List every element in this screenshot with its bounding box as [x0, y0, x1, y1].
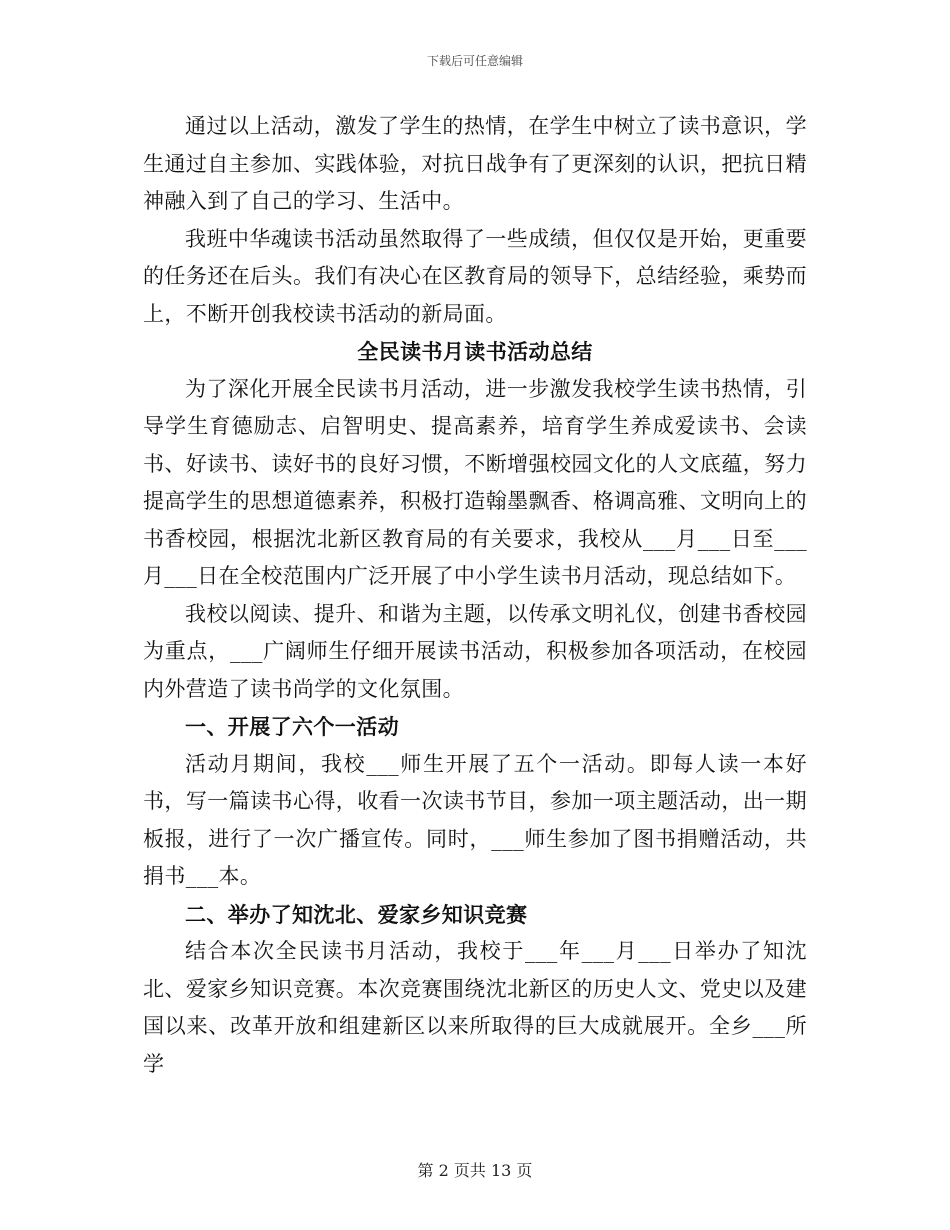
paragraph: 结合本次全民读书月活动，我校于___年___月___日举办了知沈北、爱家乡知识竞赛。本次竞赛围绕沈北新区的历史人文、党史以及建国以来、改革开放和组建新区以来所取得的巨大成就展开。全乡___所学: [143, 939, 807, 1076]
page-header: 下载后可任意编辑: [426, 54, 523, 68]
paragraph: 活动月期间，我校___师生开展了五个一活动。即每人读一本好书，写一篇读书心得，收看一次读书节目，参加一项主题活动，出一期板报，进行了一次广播宣传。同时，___师生参加了图书捐赠活动，共捐书___本。: [143, 751, 807, 888]
subheading: 二、举办了知沈北、爱家乡知识竞赛: [185, 901, 528, 927]
section-title: 全民读书月读书活动总结: [357, 339, 593, 364]
paragraph: 为了深化开展全民读书月活动，进一步激发我校学生读书热情，引导学生育德励志、启智明史、提高素养，培育学生养成爱读书、会读书、好读书、读好书的良好习惯，不断增强校园文化的人文底蕴，努力提高学生的思想道德素养，积极打造翰墨飘香、格调高雅、文明向上的书香校园，根据沈北新区教育局的有关要求，我校从___月___日至___月___日在全校范围内广泛开展了中小学生读书月活动，现总结如下。: [143, 376, 807, 588]
paragraph: 通过以上活动，激发了学生的热情，在学生中树立了读书意识，学生通过自主参加、实践体验，对抗日战争有了更深刻的认识，把抗日精神融入到了自己的学习、生活中。: [143, 114, 807, 213]
subheading: 一、开展了六个一活动: [185, 714, 399, 739]
paragraph: 我校以阅读、提升、和谐为主题，以传承文明礼仪，创建书香校园为重点，___广阔师生仔细开展读书活动，积极参加各项活动，在校园内外营造了读书尚学的文化氛围。: [143, 601, 807, 701]
paragraph: 我班中华魂读书活动虽然取得了一些成绩，但仅仅是开始，更重要的任务还在后头。我们有决心在区教育局的领导下，总结经验，乘势而上，不断开创我校读书活动的新局面。: [143, 226, 807, 326]
document-body: [143, 108, 807, 1083]
page-footer: 第 2 页共 13 页: [417, 1161, 533, 1180]
